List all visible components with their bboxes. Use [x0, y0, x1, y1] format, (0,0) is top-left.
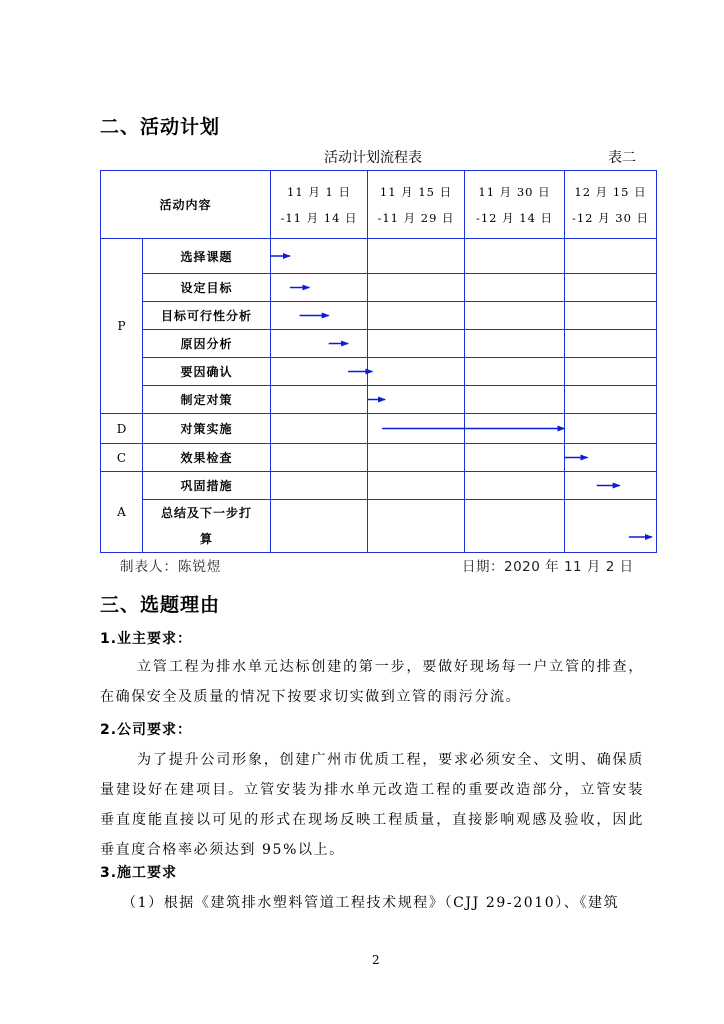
table-row [101, 302, 657, 330]
activity-label: 效果检查 [143, 444, 271, 472]
period-header-3: 11 月 30 日 -12 月 14 日 [465, 171, 565, 239]
table-row [101, 444, 657, 472]
table-row [101, 414, 657, 444]
activity-label: 原因分析 [143, 330, 271, 358]
table-label: 表二 [608, 150, 636, 166]
activity-label: 要因确认 [143, 358, 271, 386]
phase-p: P [101, 239, 143, 414]
activity-label: 设定目标 [143, 274, 271, 302]
table-row [101, 330, 657, 358]
activity-plan-table [100, 170, 657, 553]
activity-label: 巩固措施 [143, 472, 271, 500]
phase-c: C [101, 444, 143, 472]
section-title-reasons: 三、选题理由 [100, 594, 221, 616]
owner-requirement-title: 1.业主要求： [100, 631, 193, 647]
company-requirement-text: 为了提升公司形象，创建广州市优质工程，要求必须安全、文明、确保质量建设好在建项目。立管安装为排水单元改造工程的重要改造部分，立管安装垂直度能直接以可见的形式在现场反映工程质量，直接影响观感及验收，因此垂直度合格率必须达到 95%以上。 [100, 752, 644, 858]
activity-label: 对策实施 [143, 414, 271, 444]
activity-label: 选择课题 [143, 239, 271, 274]
owner-requirement-text: 立管工程为排水单元达标创建的第一步，要做好现场每一户立管的排查，在确保安全及质量的情况下按要求切实做到立管的雨污分流。 [100, 659, 644, 705]
activity-label: 总结及下一步打算 [143, 500, 271, 553]
section-title-activity-plan: 二、活动计划 [100, 116, 221, 138]
header-activity: 活动内容 [101, 171, 271, 239]
phase-a: A [101, 472, 143, 553]
table-row [101, 358, 657, 386]
table-date: 日期：2020 年 11 月 2 日 [462, 559, 634, 575]
table-header-row [101, 171, 657, 239]
period-header-1: 11 月 1 日 -11 月 14 日 [271, 171, 368, 239]
construction-requirement-title: 3.施工要求 [100, 865, 178, 881]
table-caption: 活动计划流程表 [324, 150, 422, 166]
table-row [101, 472, 657, 500]
table-row [101, 239, 657, 274]
activity-label: 目标可行性分析 [143, 302, 271, 330]
period-header-2: 11 月 15 日 -11 月 29 日 [368, 171, 465, 239]
table-row [101, 500, 657, 553]
company-requirement-title: 2.公司要求： [100, 722, 193, 738]
phase-d: D [101, 414, 143, 444]
table-row [101, 274, 657, 302]
table-row [101, 386, 657, 414]
activity-label: 制定对策 [143, 386, 271, 414]
period-header-4: 12 月 15 日 -12 月 30 日 [565, 171, 657, 239]
construction-requirement-text: （1）根据《建筑排水塑料管道工程技术规程》（CJJ 29-2010）、《建筑 [122, 895, 620, 911]
page-number: 2 [372, 953, 380, 967]
table-maker: 制表人：陈锐煜 [120, 559, 222, 575]
